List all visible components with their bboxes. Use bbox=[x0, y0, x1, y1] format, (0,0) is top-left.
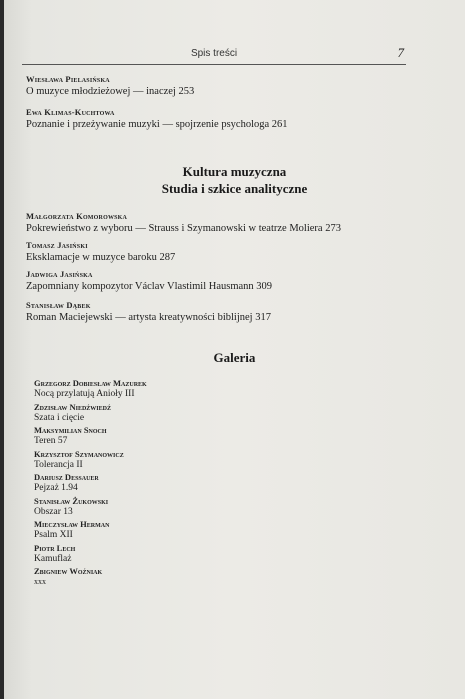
toc-entry bbox=[26, 300, 446, 325]
gallery-work: Kamuflaż bbox=[34, 553, 72, 564]
gallery-artist: Stanisław Żukowski bbox=[34, 495, 109, 506]
gallery-work: Tolerancja II bbox=[34, 459, 83, 470]
gallery-item bbox=[34, 472, 334, 496]
toc-entry bbox=[26, 240, 446, 265]
entry-author: Jadwiga Jasińska bbox=[26, 269, 93, 279]
entry-author: Wiesława Pielasińska bbox=[26, 74, 110, 84]
gallery-item bbox=[34, 566, 334, 587]
gallery-work: Pejzaż 1.94 bbox=[34, 483, 78, 493]
gallery-list bbox=[34, 378, 334, 587]
entry-title: O muzyce młodzieżowej — inaczej 253 bbox=[26, 86, 195, 97]
gallery-work: Nocą przylatują Anioły III bbox=[34, 389, 135, 399]
toc-entry bbox=[26, 211, 446, 236]
gallery-artist: Maksymilian Snoch bbox=[34, 425, 107, 435]
section-heading-line2: Studia i szkice analityczne bbox=[161, 181, 308, 196]
section-heading-line1: Kultura muzyczna bbox=[182, 164, 287, 179]
toc-entry bbox=[26, 107, 446, 132]
gallery-work: Szata i cięcie bbox=[34, 412, 85, 423]
entry-title: Roman Maciejewski — artysta kreatywności biblijnej 317 bbox=[26, 312, 271, 323]
page-number: 7 bbox=[397, 45, 404, 60]
gallery-work: Psalm XII bbox=[34, 530, 73, 540]
gallery-artist: Mieczysław Herman bbox=[34, 519, 110, 529]
book-page bbox=[4, 0, 465, 699]
entry-title: Eksklamacje w muzyce baroku 287 bbox=[26, 252, 176, 263]
toc-entry bbox=[26, 74, 446, 99]
gallery-item bbox=[34, 519, 334, 543]
entry-title: Pokrewieństwo z wyboru — Strauss i Szymanowski w teatrze Moliera 273 bbox=[26, 223, 341, 234]
gallery-artist: Dariusz Dessauer bbox=[34, 472, 99, 482]
gallery-artist: Zbigniew Woźniak bbox=[34, 566, 103, 576]
gallery-item bbox=[34, 425, 334, 449]
entry-author: Tomasz Jasiński bbox=[26, 240, 88, 250]
gallery-item bbox=[34, 449, 334, 473]
gallery-artist: Grzegorz Dobiesław Mazurek bbox=[34, 378, 147, 388]
gallery-item bbox=[34, 543, 334, 567]
entry-title: Poznanie i przeżywanie muzyki — spojrzenie psychologa 261 bbox=[26, 119, 288, 130]
gallery-artist: Krzysztof Szymanowicz bbox=[34, 448, 124, 459]
gallery-item bbox=[34, 496, 334, 520]
gallery-work: xxx bbox=[34, 577, 46, 586]
header-title: Spis treści bbox=[190, 48, 238, 59]
toc-entry bbox=[26, 269, 446, 294]
entry-author: Małgorzata Komorowska bbox=[26, 211, 128, 221]
running-header bbox=[22, 45, 406, 65]
gallery-item bbox=[34, 378, 334, 402]
gallery-item bbox=[34, 402, 334, 426]
entry-title: Zapomniany kompozytor Václav Vlastimil Hausmann 309 bbox=[26, 281, 273, 292]
gallery-work: Teren 57 bbox=[34, 436, 68, 446]
section-heading-galeria: Galeria bbox=[213, 350, 256, 365]
entry-author: Stanisław Dąbek bbox=[26, 300, 91, 310]
entry-author: Ewa Klimas-Kuchtowa bbox=[26, 107, 115, 117]
gallery-artist: Piotr Lech bbox=[34, 542, 76, 553]
gallery-artist: Zdzisław Niedźwiedź bbox=[34, 401, 111, 412]
gallery-work: Obszar 13 bbox=[34, 506, 73, 517]
